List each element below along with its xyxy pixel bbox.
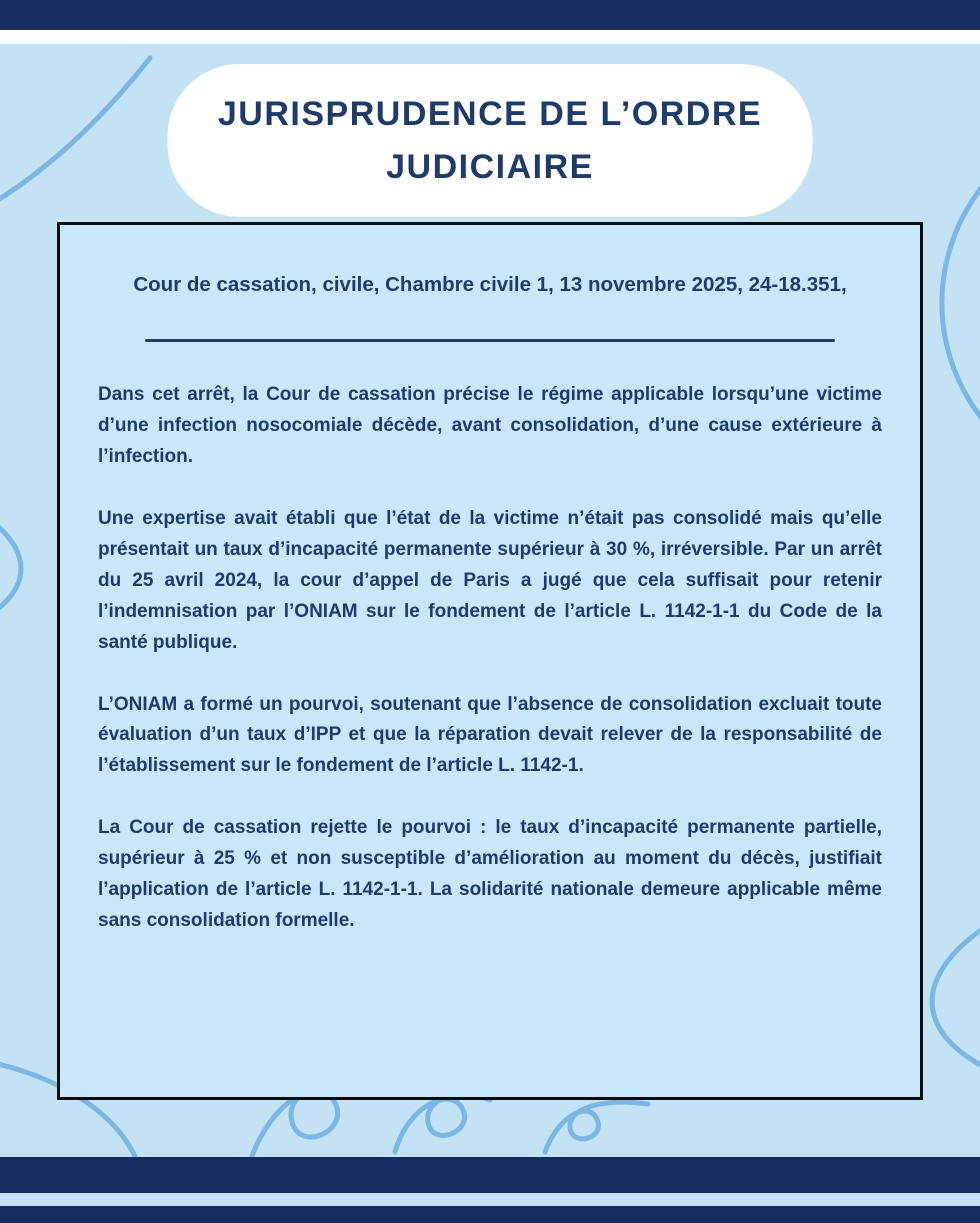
curve-bottom-loop-2 xyxy=(395,1095,490,1152)
top-navy-bar xyxy=(0,0,980,30)
bottom-light-strip xyxy=(0,1193,980,1206)
case-paragraph-3: L’ONIAM a formé un pourvoi, soutenant que l’absence de consolidation excluait toute évaluation d’un taux d’IPP et que la réparation devait relever de la responsabilité de l’établissement sur le fondement de l’article L. 1142-1. xyxy=(98,693,882,777)
case-paragraph-1: Dans cet arrêt, la Cour de cassation précise le régime applicable lorsqu’une victime d’une infection nosocomiale décède, avant consolidation, d’une cause extérieure à l’infection. xyxy=(98,383,882,467)
case-card xyxy=(57,222,923,1100)
bottom-edge-navy-bar xyxy=(0,1206,980,1223)
top-white-strip xyxy=(0,30,980,44)
bottom-navy-bar xyxy=(0,1157,980,1193)
case-body xyxy=(98,380,882,938)
page-title: JURISPRUDENCE DE L’ORDRE JUDICIAIRE xyxy=(217,95,763,186)
case-paragraph-4: La Cour de cassation rejette le pourvoi : le taux d’incapacité permanente partielle, supérieur à 25 % et non susceptible d’amélioration au moment du décès, justifiait l’application de l’article L. 1142-1-1. La solidarité nationale demeure applicable même sans consolidation formelle. xyxy=(98,817,882,932)
case-paragraph-2: Une expertise avait établi que l’état de la victime n’était pas consolidé mais qu’elle présentait un taux d’incapacité permanente supérieur à 30 %, irréversible. Par un arrêt du 25 avril 2024, la cour d’appel de Paris a jugé que cela suffisait pour retenir l’indemnisation par l’ONIAM sur le fondement de l’article L. 1142-1-1 du Code de la santé publique. xyxy=(98,507,882,653)
curve-bottom-curl xyxy=(545,1102,648,1152)
heading-divider xyxy=(145,339,835,342)
curve-right-upper xyxy=(942,182,980,425)
curve-left-middle xyxy=(0,523,21,612)
curve-right-lower xyxy=(932,928,980,1068)
curve-top-left xyxy=(0,58,150,205)
case-heading: Cour de cassation, civile, Chambre civile 1, 13 novembre 2025, 24-18.351, xyxy=(133,273,847,296)
title-banner xyxy=(168,64,813,217)
